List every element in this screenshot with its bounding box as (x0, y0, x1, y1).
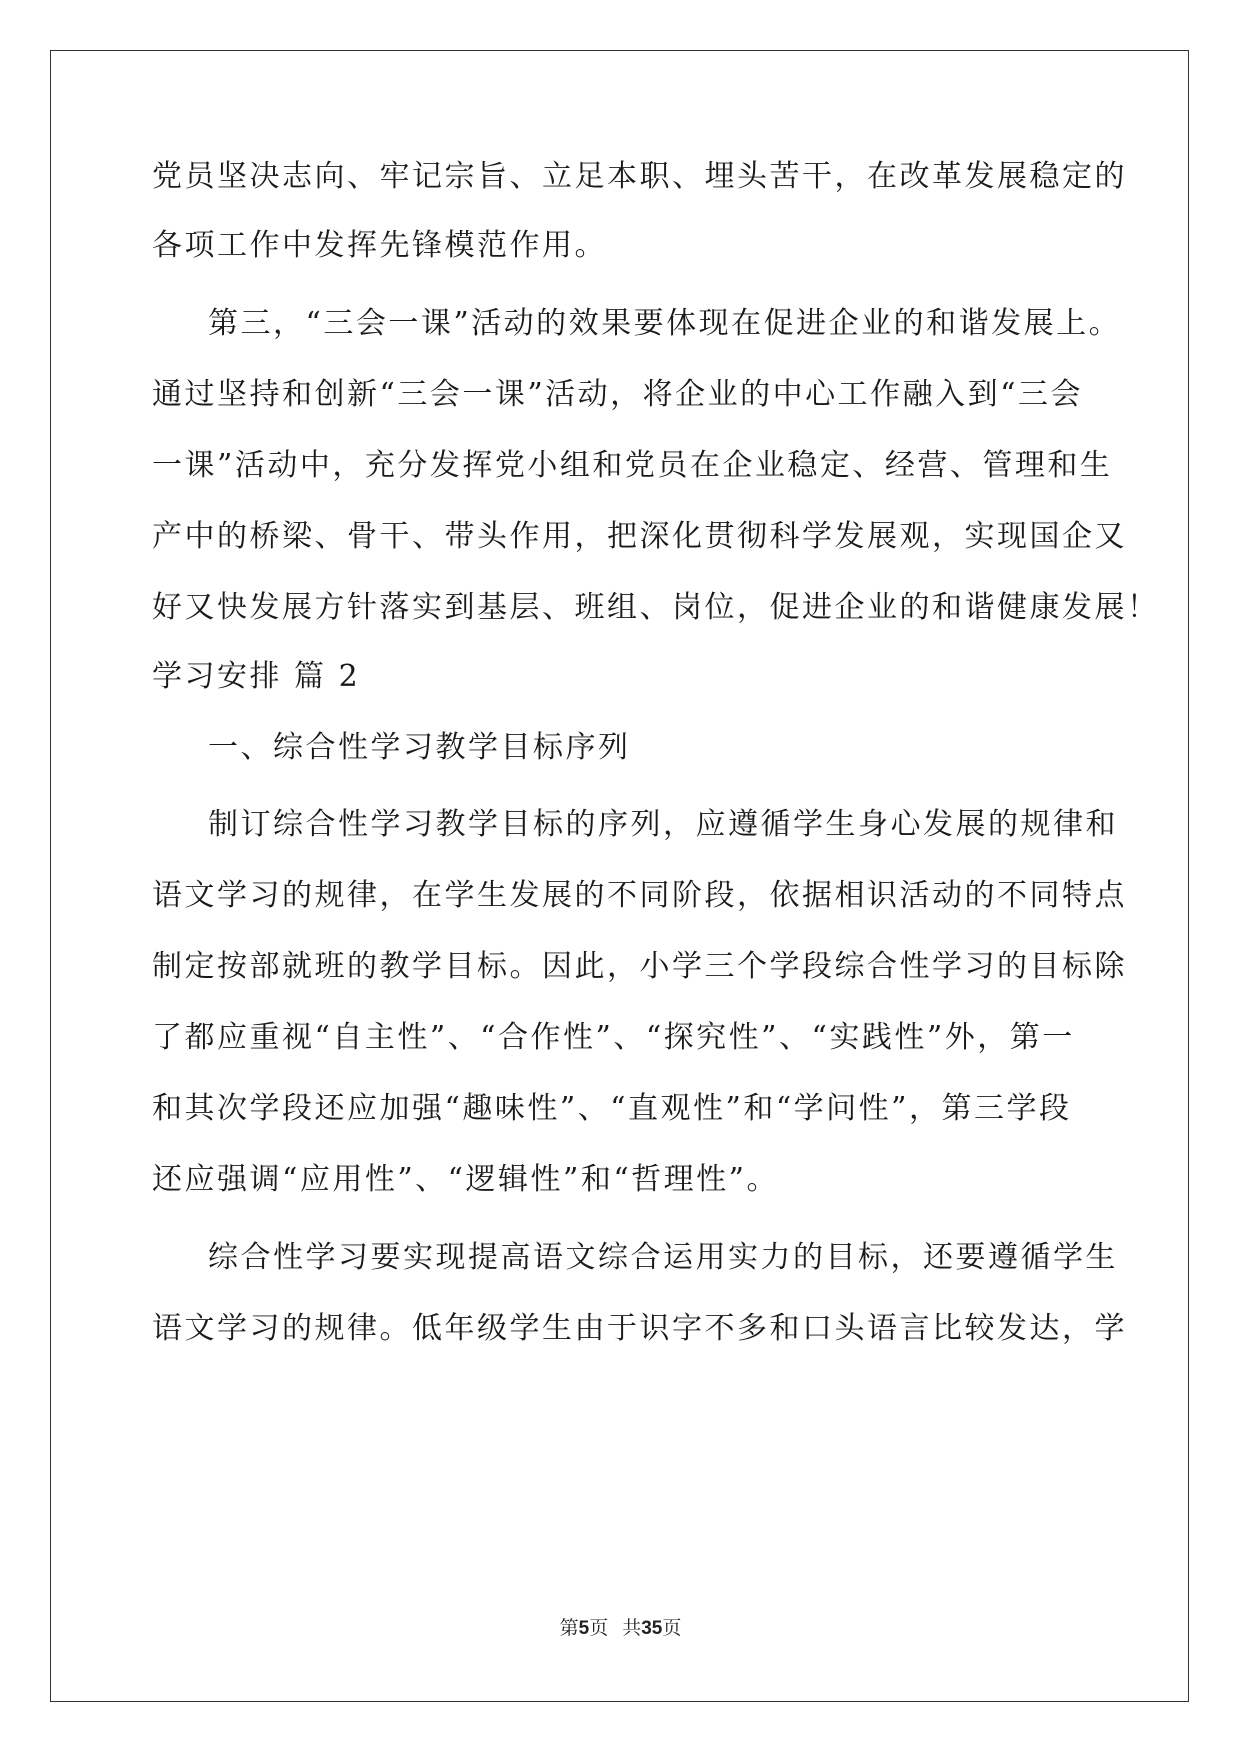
subsection-heading: 一、综合性学习教学目标序列 (208, 730, 631, 765)
footer-page-prefix: 第 (559, 1617, 579, 1639)
body-line: 产中的桥梁、骨干、带头作用，把深化贯彻科学发展观，实现国企又 (152, 519, 1127, 554)
page-footer (0, 1613, 1241, 1640)
body-line: 制定按部就班的教学目标。因此，小学三个学段综合性学习的目标除 (152, 949, 1127, 984)
footer-total-suffix: 页 (662, 1617, 682, 1639)
body-line: 第三，“三会一课”活动的效果要体现在促进企业的和谐发展上。 (208, 306, 1122, 341)
body-line: 制订综合性学习教学目标的序列，应遵循学生身心发展的规律和 (208, 807, 1118, 842)
body-line: 综合性学习要实现提高语文综合运用实力的目标，还要遵循学生 (208, 1240, 1118, 1275)
body-line: 还应强调“应用性”、“逻辑性”和“哲理性”。 (152, 1162, 780, 1197)
body-line: 语文学习的规律。低年级学生由于识字不多和口头语言比较发达，学 (152, 1311, 1127, 1346)
body-line: 通过坚持和创新“三会一课”活动，将企业的中心工作融入到“三会 (152, 377, 1084, 412)
body-line: 各项工作中发挥先锋模范作用。 (152, 228, 607, 263)
body-line: 和其次学段还应加强“趣味性”、“直观性”和“学问性”，第三学段 (152, 1091, 1072, 1126)
footer-page-number: 5 (578, 1618, 590, 1639)
body-line: 好又快发展方针落实到基层、班组、岗位，促进企业的和谐健康发展！ (152, 590, 1160, 625)
body-line: 了都应重视“自主性”、“合作性”、“探究性”、“实践性”外，第一 (152, 1020, 1075, 1055)
footer-total-prefix: 共 (622, 1617, 642, 1639)
body-line: 语文学习的规律，在学生发展的不同阶段，依据相识活动的不同特点 (152, 878, 1127, 913)
section-heading: 学习安排 篇 2 (152, 659, 361, 694)
page-border (50, 50, 1189, 1702)
footer-total-number: 35 (641, 1618, 663, 1639)
body-line: 党员坚决志向、牢记宗旨、立足本职、埋头苦干，在改革发展稳定的 (152, 159, 1127, 194)
footer-page-suffix: 页 (589, 1617, 609, 1639)
body-line: 一课”活动中，充分发挥党小组和党员在企业稳定、经营、管理和生 (152, 448, 1113, 483)
